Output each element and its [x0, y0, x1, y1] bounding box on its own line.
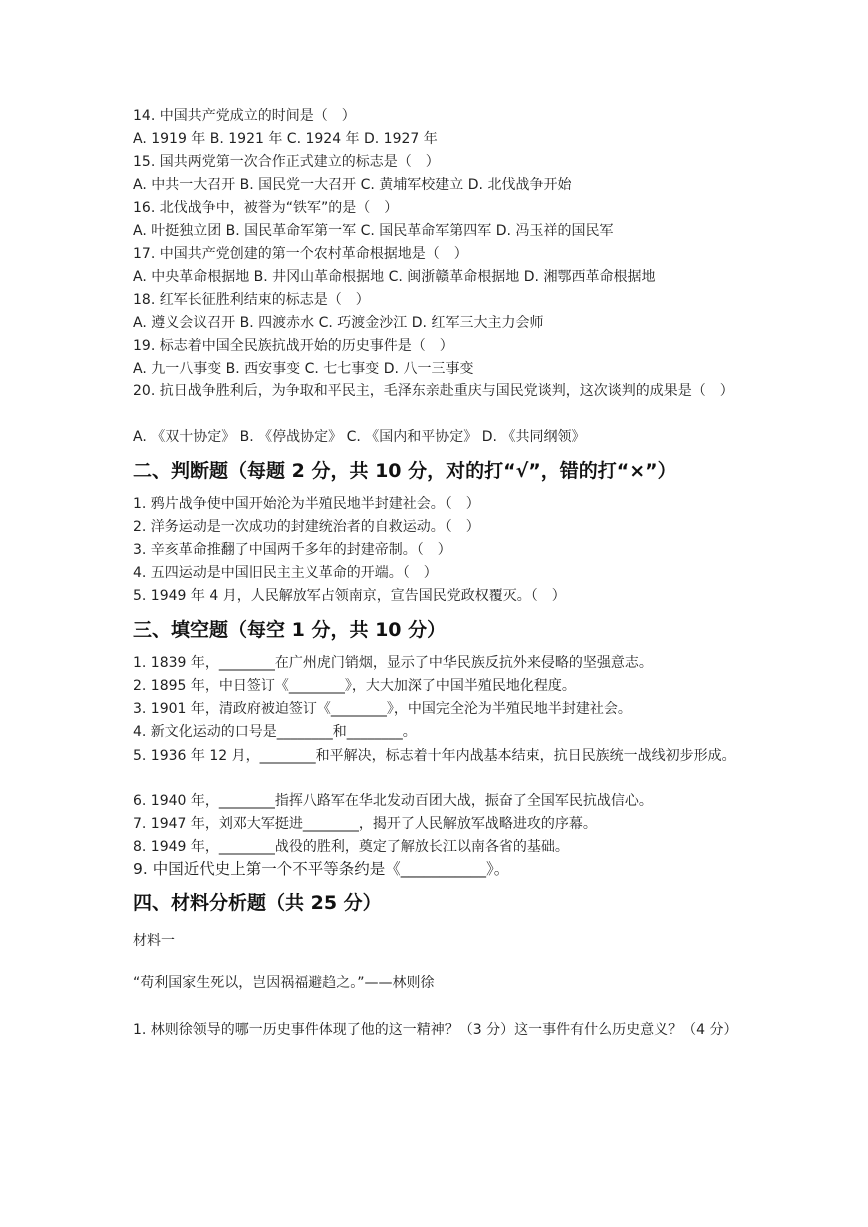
question-17: 17. 中国共产党创建的第一个农村革命根据地是（ ） — [133, 246, 468, 262]
question-15: 15. 国共两党第一次合作正式建立的标志是（ ） — [133, 154, 440, 170]
options-14: A. 1919 年 B. 1921 年 C. 1924 年 D. 1927 年 — [133, 131, 438, 147]
fill-item-7: 7. 1947 年，刘邓大军挺进________，揭开了人民解放军战略进攻的序幕。 — [133, 816, 597, 832]
fill-item-6: 6. 1940 年，________指挥八路军在华北发动百团大战，振奋了全国军民抗战信心。 — [133, 793, 653, 809]
material-question-1: 1. 林则徐领导的哪一历史事件体现了他的这一精神？（3 分）这一事件有什么历史意义？（4 分） — [133, 1022, 738, 1038]
fill-item-5: 5. 1936 年 12 月，________和平解决，标志着十年内战基本结束，抗日民族统一战线初步形成。 — [133, 748, 736, 764]
options-16: A. 叶挺独立团 B. 国民革命军第一军 C. 国民革命军第四军 D. 冯玉祥的国民军 — [133, 223, 614, 239]
material-label: 材料一 — [133, 933, 175, 949]
fill-item-2: 2. 1895 年，中日签订《________》，大大加深了中国半殖民地化程度。 — [133, 678, 576, 694]
question-20: 20. 抗日战争胜利后，为争取和平民主，毛泽东亲赴重庆与国民党谈判，这次谈判的成果是（ ） — [133, 383, 734, 399]
judgement-item-2: 2. 洋务运动是一次成功的封建统治者的自救运动。（ ） — [133, 519, 480, 535]
fill-item-3: 3. 1901 年，清政府被迫签订《________》，中国完全沦为半殖民地半封建社会。 — [133, 701, 632, 717]
section-heading-material: 四、材料分析题（共 25 分） — [133, 892, 382, 914]
options-15: A. 中共一大召开 B. 国民党一大召开 C. 黄埔军校建立 D. 北伐战争开始 — [133, 177, 572, 193]
judgement-item-3: 3. 辛亥革命推翻了中国两千多年的封建帝制。（ ） — [133, 542, 452, 558]
section-heading-judgement: 二、判断题（每题 2 分，共 10 分，对的打“√”，错的打“×”） — [133, 460, 677, 482]
judgement-item-1: 1. 鸦片战争使中国开始沦为半殖民地半封建社会。（ ） — [133, 496, 480, 512]
fill-item-8: 8. 1949 年，________战役的胜利，奠定了解放长江以南各省的基础。 — [133, 839, 569, 855]
material-quote: “苟利国家生死以，岂因祸福避趋之。”——林则徐 — [133, 975, 435, 991]
judgement-item-4: 4. 五四运动是中国旧民主主义革命的开端。（ ） — [133, 565, 438, 581]
question-14: 14. 中国共产党成立的时间是（ ） — [133, 108, 356, 124]
judgement-item-5: 5. 1949 年 4 月，人民解放军占领南京，宣告国民党政权覆灭。（ ） — [133, 588, 566, 604]
options-18: A. 遵义会议召开 B. 四渡赤水 C. 巧渡金沙江 D. 红军三大主力会师 — [133, 315, 544, 331]
options-17: A. 中央革命根据地 B. 井冈山革命根据地 C. 闽浙赣革命根据地 D. 湘鄂西革命根据地 — [133, 269, 656, 285]
question-18: 18. 红军长征胜利结束的标志是（ ） — [133, 292, 370, 308]
question-16: 16. 北伐战争中，被誉为“铁军”的是（ ） — [133, 200, 399, 216]
fill-item-4: 4. 新文化运动的口号是________和________。 — [133, 724, 417, 740]
fill-item-1: 1. 1839 年，________在广州虎门销烟，显示了中华民族反抗外来侵略的坚强意志。 — [133, 655, 653, 671]
options-20: A. 《双十协定》 B. 《停战协定》 C. 《国内和平协定》 D. 《共同纲领》 — [133, 429, 586, 445]
options-19: A. 九一八事变 B. 西安事变 C. 七七事变 D. 八一三事变 — [133, 361, 474, 377]
question-19: 19. 标志着中国全民族抗战开始的历史事件是（ ） — [133, 338, 454, 354]
section-heading-fill-blank: 三、填空题（每空 1 分，共 10 分） — [133, 619, 447, 641]
fill-item-9: 9. 中国近代史上第一个不平等条约是《___________》。 — [133, 860, 510, 878]
